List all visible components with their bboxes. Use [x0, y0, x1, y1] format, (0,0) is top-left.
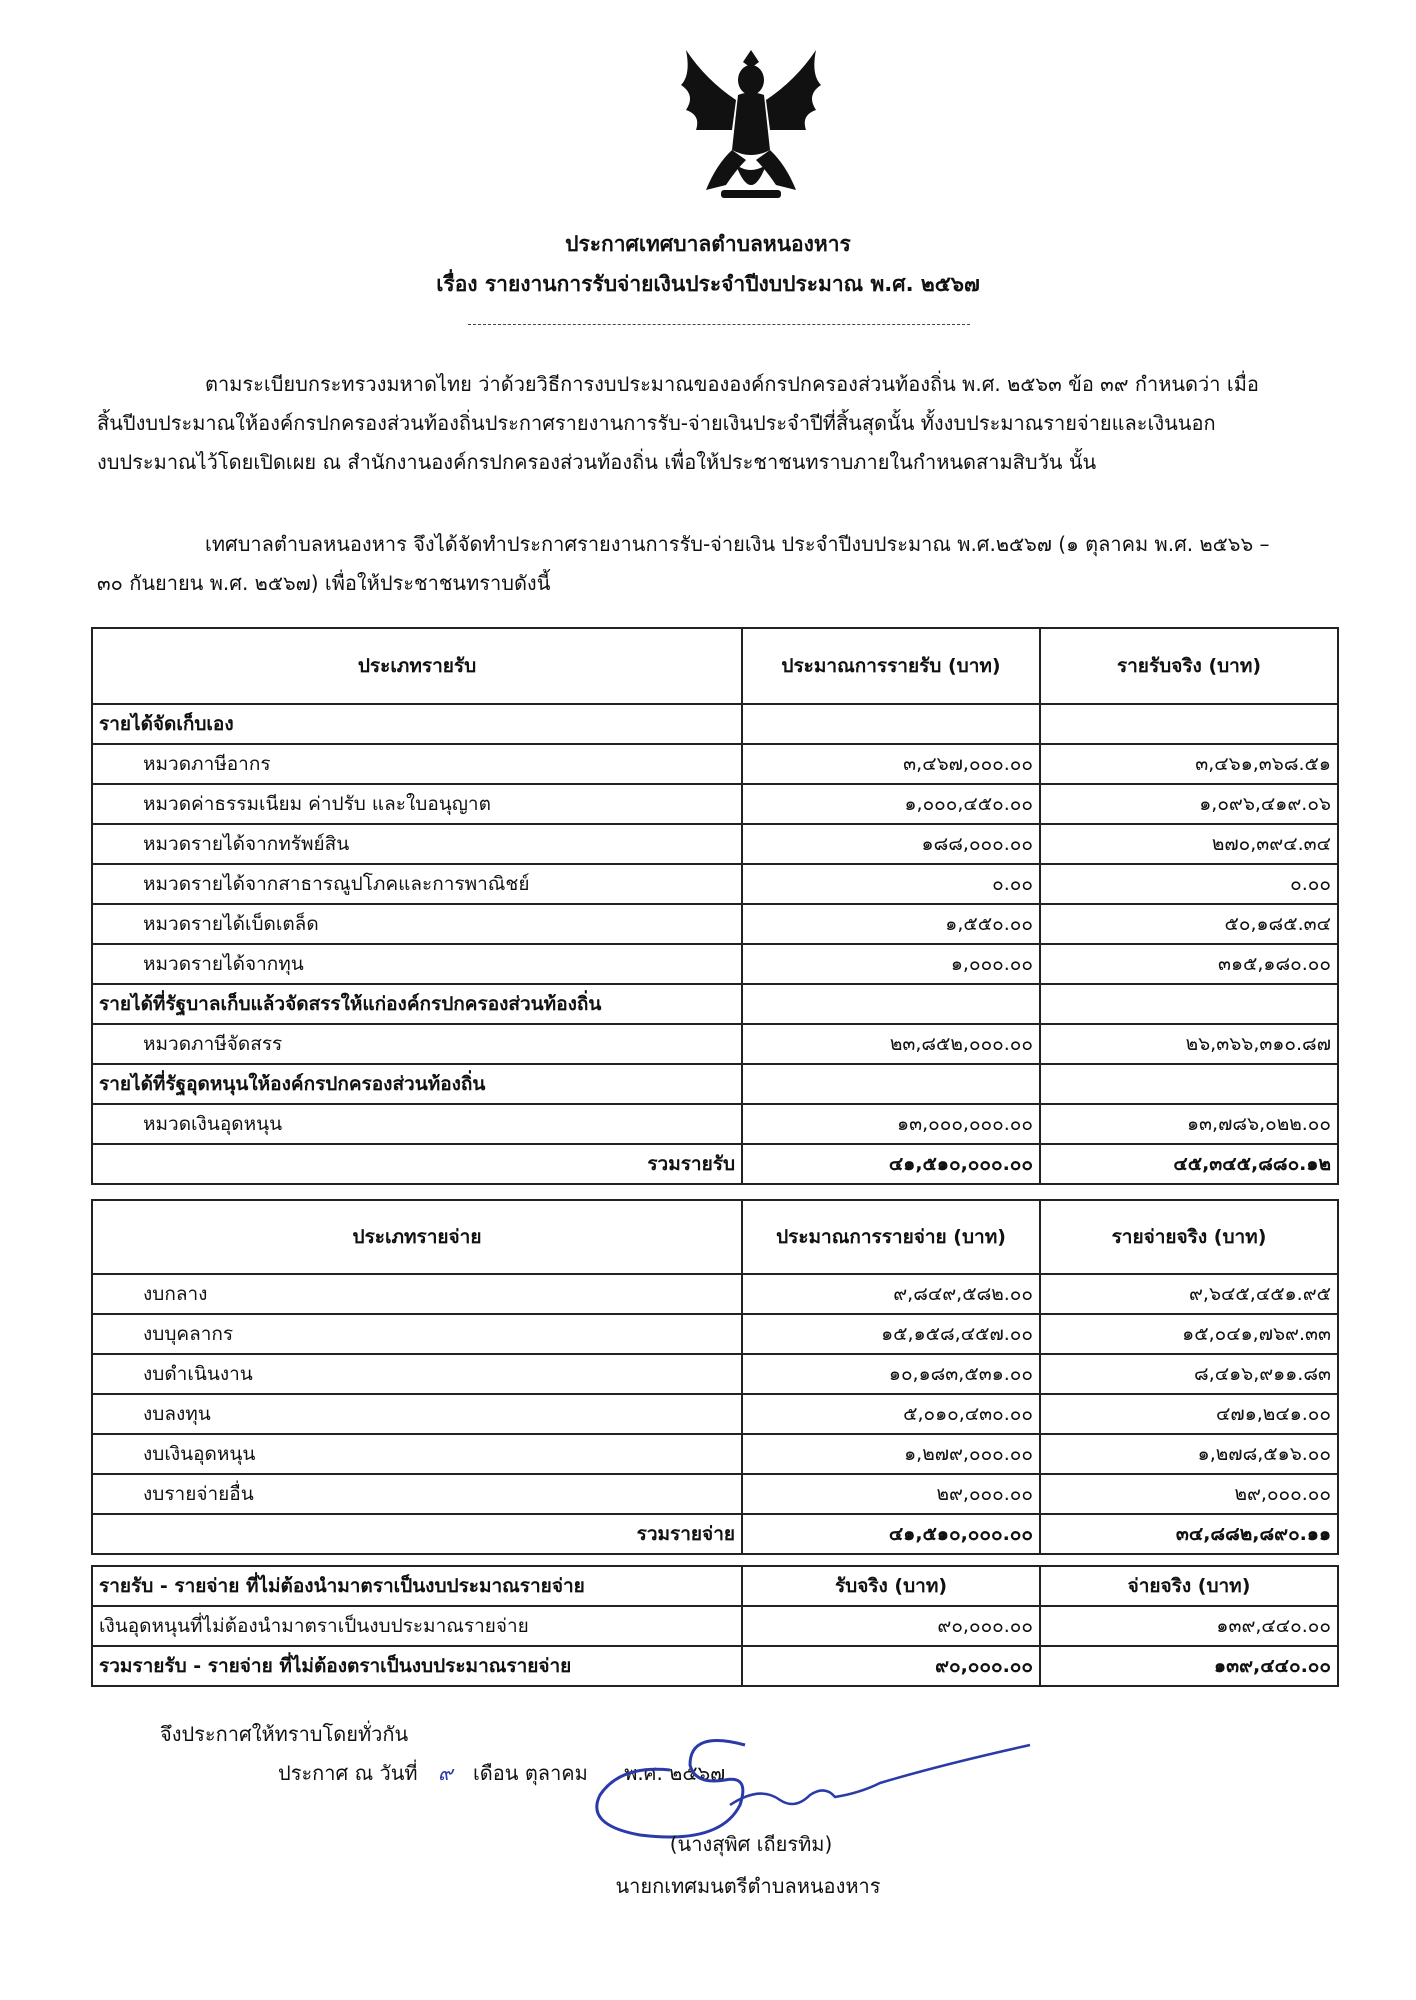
expense-row-estimate: ๑,๒๗๙,๐๐๐.๐๐: [742, 1434, 1040, 1474]
offbudget-total-row: [92, 1646, 1338, 1686]
income-row-estimate: ๐.๐๐: [742, 864, 1040, 904]
income-total-estimate: ๔๑,๕๑๐,๐๐๐.๐๐: [742, 1144, 1040, 1184]
paragraph-1-line-2: สิ้นปีงบประมาณให้องค์กรปกครองส่วนท้องถิ่นประกาศรายงานการรับ-จ่ายเงินประจำปีที่สิ้นสุดนั้น ทั้งงบประมาณรายจ่ายและเงินนอก: [97, 411, 1216, 435]
expense-row-estimate: ๒๙,๐๐๐.๐๐: [742, 1474, 1040, 1514]
expense-row-actual: ๘,๔๑๖,๙๑๑.๘๓: [1040, 1354, 1338, 1394]
expense-row-estimate: ๙,๘๔๙,๕๘๒.๐๐: [742, 1274, 1040, 1314]
income-row-estimate: ๓,๔๖๗,๐๐๐.๐๐: [742, 744, 1040, 784]
income-section-row: [92, 984, 1338, 1024]
income-row-label: หมวดภาษีอากร: [92, 744, 742, 784]
income-row-label: หมวดรายได้จากทุน: [92, 944, 742, 984]
doc-title: ประกาศเทศบาลตำบลหนองหาร: [565, 232, 851, 256]
income-row-actual: ๒๗๐,๓๙๔.๓๔: [1040, 824, 1338, 864]
announce-month: เดือน ตุลาคม: [472, 1761, 588, 1785]
offbudget-header-row: [92, 1566, 1338, 1606]
expense-total-row: [92, 1514, 1338, 1554]
offbudget-table: [91, 1565, 1339, 1687]
offbudget-row-paid: ๑๓๙,๔๔๐.๐๐: [1040, 1606, 1338, 1646]
income-row-label: หมวดเงินอุดหนุน: [92, 1104, 742, 1144]
income-row-actual: ๓๑๕,๑๘๐.๐๐: [1040, 944, 1338, 984]
offbudget-header-received: รับจริง (บาท): [742, 1566, 1040, 1606]
paragraph-1-line-1: ตามระเบียบกระทรวงมหาดไทย ว่าด้วยวิธีการงบประมาณขององค์กรปกครองส่วนท้องถิ่น พ.ศ. ๒๕๖๓ ข้อ ๓๙ กำหนดว่า เมื่อ: [205, 372, 1259, 396]
expense-row: [92, 1314, 1338, 1354]
expense-row-estimate: ๑๐,๑๘๓,๕๓๑.๐๐: [742, 1354, 1040, 1394]
income-row-actual: ๕๐,๑๘๕.๓๔: [1040, 904, 1338, 944]
income-header-estimate: ประมาณการรายรับ (บาท): [742, 628, 1040, 704]
income-section-label: รายได้จัดเก็บเอง: [92, 704, 742, 744]
expense-row-actual: ๑๕,๐๔๑,๗๖๙.๓๓: [1040, 1314, 1338, 1354]
income-row: [92, 784, 1338, 824]
income-row-actual: ๓,๔๖๑,๓๖๘.๕๑: [1040, 744, 1338, 784]
income-row: [92, 864, 1338, 904]
expense-row: [92, 1434, 1338, 1474]
income-row: [92, 1024, 1338, 1064]
income-header-row: [92, 628, 1338, 704]
income-table: [91, 627, 1339, 1185]
expense-total-estimate: ๔๑,๕๑๐,๐๐๐.๐๐: [742, 1514, 1040, 1554]
expense-row-actual: ๑,๒๗๘,๕๑๖.๐๐: [1040, 1434, 1338, 1474]
closing-line: จึงประกาศให้ทราบโดยทั่วกัน: [160, 1722, 409, 1746]
income-section-row: [92, 704, 1338, 744]
offbudget-header-type: รายรับ - รายจ่าย ที่ไม่ต้องนำมาตราเป็นงบประมาณรายจ่าย: [92, 1566, 742, 1606]
income-row-actual: ๒๖,๓๖๖,๓๑๐.๘๗: [1040, 1024, 1338, 1064]
income-row: [92, 1104, 1338, 1144]
paragraph-1-line-3: งบประมาณไว้โดยเปิดเผย ณ สำนักงานองค์กรปกครองส่วนท้องถิ่น เพื่อให้ประชาชนทราบภายในกำหนดสามสิบวัน นั้น: [97, 450, 1097, 474]
expense-row-label: งบเงินอุดหนุน: [92, 1434, 742, 1474]
income-row-estimate: ๑,๐๐๐.๐๐: [742, 944, 1040, 984]
announce-date-prefix: ประกาศ ณ วันที่: [278, 1761, 418, 1785]
divider: [468, 324, 970, 325]
offbudget-row-label: เงินอุดหนุนที่ไม่ต้องนำมาตราเป็นงบประมาณรายจ่าย: [92, 1606, 742, 1646]
income-row-actual: ๑๓,๗๘๖,๐๒๒.๐๐: [1040, 1104, 1338, 1144]
offbudget-header-paid: จ่ายจริง (บาท): [1040, 1566, 1338, 1606]
expense-header-type: ประเภทรายจ่าย: [92, 1200, 742, 1274]
offbudget-total-received: ๙๐,๐๐๐.๐๐: [742, 1646, 1040, 1686]
garuda-emblem: [666, 40, 836, 210]
expense-row-label: งบดำเนินงาน: [92, 1354, 742, 1394]
income-row-estimate: ๑๘๘,๐๐๐.๐๐: [742, 824, 1040, 864]
expense-row-label: งบรายจ่ายอื่น: [92, 1474, 742, 1514]
expense-row: [92, 1354, 1338, 1394]
expense-row-label: งบลงทุน: [92, 1394, 742, 1434]
income-row-estimate: ๒๓,๘๕๒,๐๐๐.๐๐: [742, 1024, 1040, 1064]
income-row: [92, 904, 1338, 944]
income-section-row: [92, 1064, 1338, 1104]
income-row-actual: ๐.๐๐: [1040, 864, 1338, 904]
income-row-label: หมวดภาษีจัดสรร: [92, 1024, 742, 1064]
expense-total-label: รวมรายจ่าย: [92, 1514, 742, 1554]
announce-year: พ.ศ. ๒๕๖๗: [624, 1761, 726, 1785]
income-total-label: รวมรายรับ: [92, 1144, 742, 1184]
expense-total-actual: ๓๔,๘๘๒,๘๙๐.๑๑: [1040, 1514, 1338, 1554]
paragraph-2-line-1: เทศบาลตำบลหนองหาร จึงได้จัดทำประกาศรายงานการรับ-จ่ายเงิน ประจำปีงบประมาณ พ.ศ.๒๕๖๗ (๑ ตุลาคม พ.ศ. ๒๕๖๖ –: [205, 532, 1270, 556]
expense-header-actual: รายจ่ายจริง (บาท): [1040, 1200, 1338, 1274]
expense-row-actual: ๙,๖๔๕,๔๕๑.๙๕: [1040, 1274, 1338, 1314]
income-row: [92, 824, 1338, 864]
income-row-estimate: ๑,๕๕๐.๐๐: [742, 904, 1040, 944]
income-row-label: หมวดรายได้จากทรัพย์สิน: [92, 824, 742, 864]
offbudget-row: [92, 1606, 1338, 1646]
income-total-actual: ๔๕,๓๔๕,๘๘๐.๑๒: [1040, 1144, 1338, 1184]
income-header-actual: รายรับจริง (บาท): [1040, 628, 1338, 704]
income-total-row: [92, 1144, 1338, 1184]
expense-row-label: งบกลาง: [92, 1274, 742, 1314]
announce-day: ๙: [437, 1761, 453, 1785]
expense-row-actual: ๔๗๑,๒๔๑.๐๐: [1040, 1394, 1338, 1434]
expense-row-estimate: ๑๕,๑๕๘,๔๕๗.๐๐: [742, 1314, 1040, 1354]
offbudget-total-paid: ๑๓๙,๔๔๐.๐๐: [1040, 1646, 1338, 1686]
expense-row: [92, 1394, 1338, 1434]
income-row-estimate: ๑,๐๐๐,๔๕๐.๐๐: [742, 784, 1040, 824]
income-row-estimate: ๑๓,๐๐๐,๐๐๐.๐๐: [742, 1104, 1040, 1144]
paragraph-2: [97, 525, 1327, 603]
income-row: [92, 944, 1338, 984]
doc-subject: เรื่อง รายงานการรับจ่ายเงินประจำปีงบประมาณ พ.ศ. ๒๕๖๗: [436, 272, 980, 296]
paragraph-2-line-2: ๓๐ กันยายน พ.ศ. ๒๕๖๗) เพื่อให้ประชาชนทราบดังนี้: [97, 571, 551, 595]
expense-header-row: [92, 1200, 1338, 1274]
signer-position: นายกเทศมนตรีตำบลหนองหาร: [615, 1874, 881, 1898]
expense-row-label: งบบุคลากร: [92, 1314, 742, 1354]
income-section-label: รายได้ที่รัฐบาลเก็บแล้วจัดสรรให้แก่องค์กรปกครองส่วนท้องถิ่น: [92, 984, 742, 1024]
expense-row: [92, 1274, 1338, 1314]
income-row: [92, 744, 1338, 784]
expense-row-actual: ๒๙,๐๐๐.๐๐: [1040, 1474, 1338, 1514]
paragraph-1: [97, 365, 1327, 482]
expense-row: [92, 1474, 1338, 1514]
offbudget-row-received: ๙๐,๐๐๐.๐๐: [742, 1606, 1040, 1646]
income-row-label: หมวดรายได้เบ็ดเตล็ด: [92, 904, 742, 944]
expense-header-estimate: ประมาณการรายจ่าย (บาท): [742, 1200, 1040, 1274]
expense-row-estimate: ๕,๐๑๐,๔๓๐.๐๐: [742, 1394, 1040, 1434]
income-row-actual: ๑,๐๙๖,๔๑๙.๐๖: [1040, 784, 1338, 824]
income-row-label: หมวดค่าธรรมเนียม ค่าปรับ และใบอนุญาต: [92, 784, 742, 824]
expense-table: [91, 1199, 1339, 1555]
income-section-label: รายได้ที่รัฐอุดหนุนให้องค์กรปกครองส่วนท้องถิ่น: [92, 1064, 742, 1104]
signer-name: (นางสุพิศ เถียรทิม): [669, 1832, 833, 1856]
income-header-type: ประเภทรายรับ: [92, 628, 742, 704]
income-row-label: หมวดรายได้จากสาธารณูปโภคและการพาณิชย์: [92, 864, 742, 904]
offbudget-total-label: รวมรายรับ - รายจ่าย ที่ไม่ต้องตราเป็นงบประมาณรายจ่าย: [92, 1646, 742, 1686]
